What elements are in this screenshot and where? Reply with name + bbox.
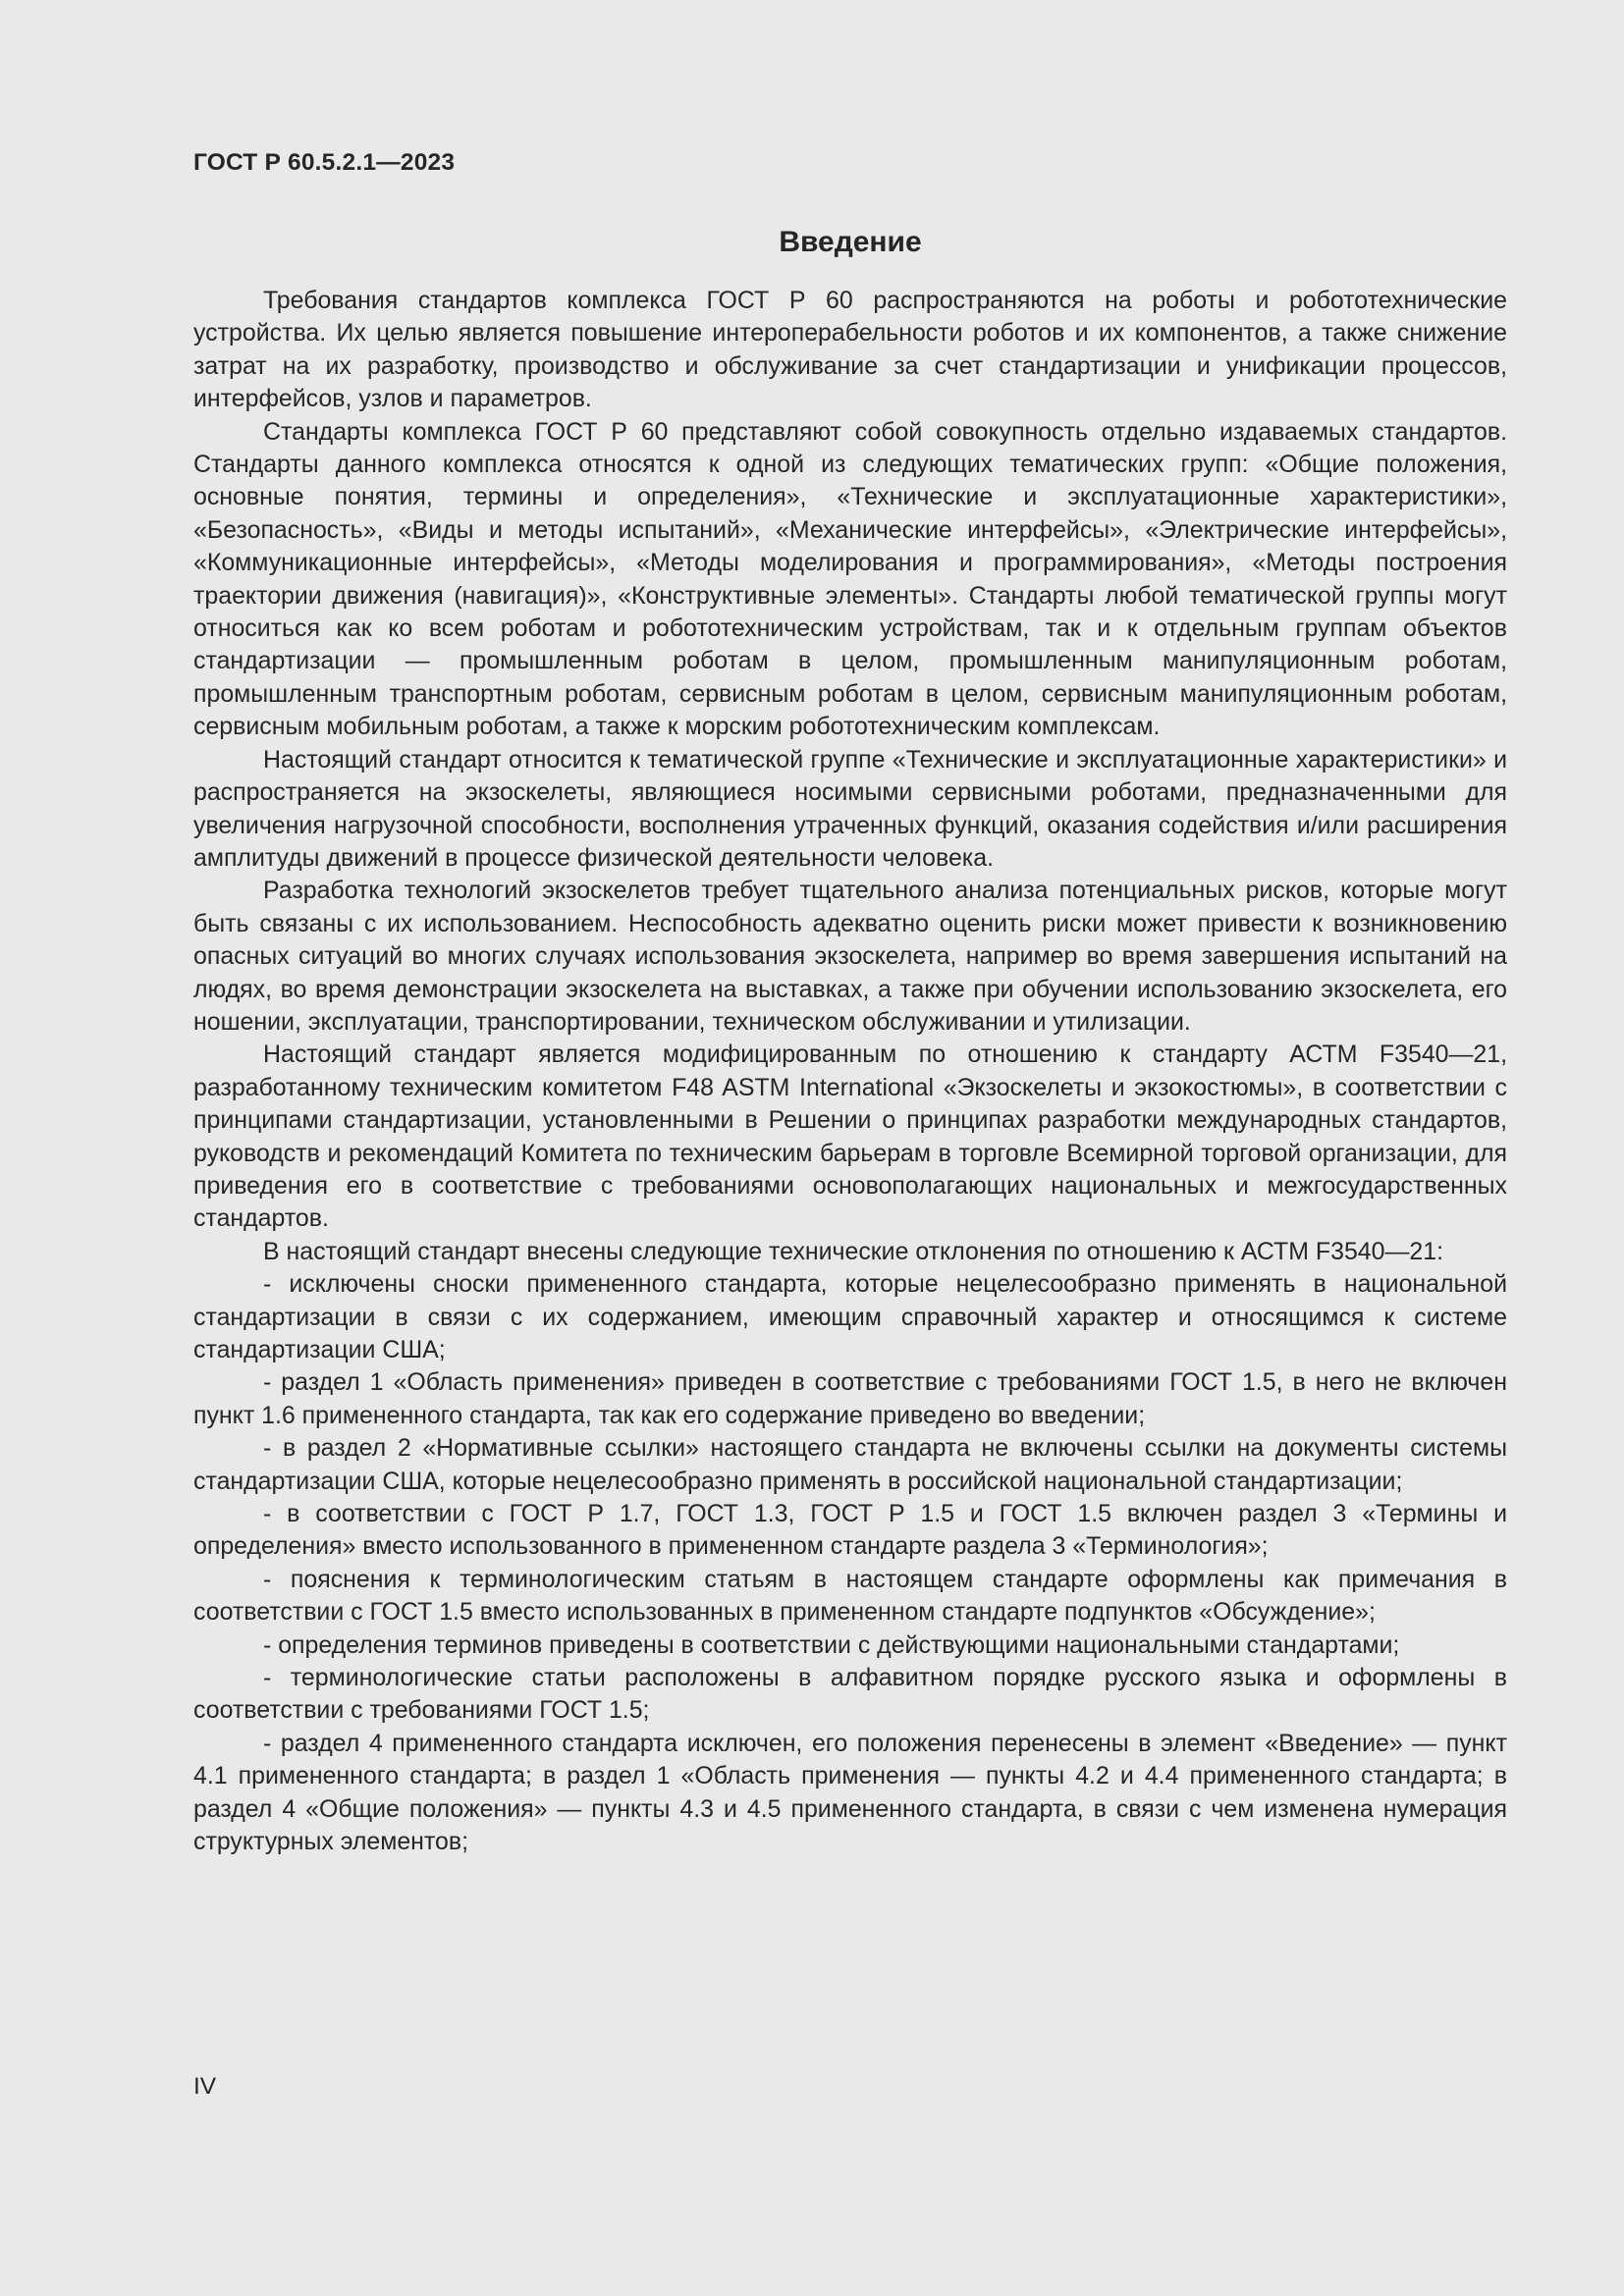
paragraph: В настоящий стандарт внесены следующие технические отклонения по отношению к АСТМ F3540—21: xyxy=(263,1237,1443,1265)
paragraph: Разработка технологий экзоскелетов требует тщательного анализа потенциальных рисков, которые могут быть связаны с их использованием. Неспособность адекватно оценить риски может привести к возникновению опасных ситуаций во многих случаях использования экзоскелета, например во время завершения испытаний на людях, во время демонстрации экзоскелета на выставках, а также при обучении использованию экзоскелета, его ношении, эксплуатации, транспортировании, техническом обслуживании и утилизации. xyxy=(193,877,1507,1036)
section-title: Введение xyxy=(779,226,922,258)
deviation-list-item: - раздел 1 «Область применения» приведен в соответствие с требованиями ГОСТ 1.5, в него не включен пункт 1.6 примененного стандарта, так как его содержание приведено во введении; xyxy=(193,1368,1507,1429)
deviation-list-item: - раздел 4 примененного стандарта исключен, его положения перенесены в элемент «Введение» — пункт 4.1 примененного стандарта; в раздел 1 «Область применения — пункты 4.2 и 4.4 примененного стандарта; в раздел 4 «Общие положения» — пункты 4.3 и 4.5 примененного стандарта, в связи с чем изменена нумерация структурных элементов; xyxy=(193,1729,1507,1856)
deviation-list-item: - пояснения к терминологическим статьям в настоящем стандарте оформлены как примечания в соответствии с ГОСТ 1.5 вместо использованных в примененном стандарте подпунктов «Обсуждение»; xyxy=(193,1565,1507,1627)
deviation-list-item: - в соответствии с ГОСТ Р 1.7, ГОСТ 1.3, ГОСТ Р 1.5 и ГОСТ 1.5 включен раздел 3 «Термины и определения» вместо использованного в примененном стандарте раздела 3 «Терминология»; xyxy=(193,1500,1507,1561)
page-number: IV xyxy=(193,2073,217,2100)
deviation-list-item: - в раздел 2 «Нормативные ссылки» настоящего стандарта не включены ссылки на документы системы стандартизации США, которые нецелесообразно применять в российской национальной стандартизации; xyxy=(193,1434,1507,1495)
paragraph: Настоящий стандарт является модифицированным по отношению к стандарту АСТМ F3540—21, разработанному техническим комитетом F48 ASTM International «Экзоскелеты и экзокостюмы», в соответствии с принципами стандартизации, установленными в Решении о принципах разработки международных стандартов, руководств и рекомендаций Комитета по техническим барьерам в торговле Всемирной торговой организации, для приведения его в соответствие с требованиями основополагающих национальных и межгосударственных стандартов. xyxy=(193,1041,1507,1233)
paragraph: Требования стандартов комплекса ГОСТ Р 60 распространяются на роботы и робототехнические устройства. Их целью является повышение интероперабельности роботов и их компонентов, а также снижение затрат на их разработку, производство и обслуживание за счет стандартизации и унификации процессов, интерфейсов, узлов и параметров. xyxy=(193,287,1507,413)
paragraph: Стандарты комплекса ГОСТ Р 60 представляют собой совокупность отдельно издаваемых стандартов. Стандарты данного комплекса относятся к одной из следующих тематических групп: «Общие положения, основные понятия, термины и определения», «Технические и эксплуатационные характеристики», «Безопасность», «Виды и методы испытаний», «Механические интерфейсы», «Электрические интерфейсы», «Коммуникационные интерфейсы», «Методы моделирования и программирования», «Методы построения траектории движения (навигация)», «Конструктивные элементы». Стандарты любой тематической группы могут относиться как ко всем роботам и робототехническим устройствам, так и к отдельным группам объектов стандартизации — промышленным роботам в целом, промышленным манипуляционным роботам, промышленным транспортным роботам, сервисным роботам в целом, сервисным манипуляционным роботам, сервисным мобильным роботам, а также к морским робототехническим комплексам. xyxy=(193,417,1507,741)
paragraph: Настоящий стандарт относится к тематической группе «Технические и эксплуатационные характеристики» и распространяется на экзоскелеты, являющиеся носимыми сервисными роботами, предназначенными для увеличения нагрузочной способности, восполнения утраченных функций, оказания содействия и/или расширения амплитуды движений в процессе физической деятельности человека. xyxy=(193,745,1507,872)
document-number: ГОСТ Р 60.5.2.1—2023 xyxy=(193,149,456,176)
document-body xyxy=(193,285,1507,1859)
deviation-list-item: - определения терминов приведены в соответствии с действующими национальными стандартами; xyxy=(263,1630,1400,1659)
deviation-list-item: - терминологические статьи расположены в алфавитном порядке русского языка и оформлены в соответствии с требованиями ГОСТ 1.5; xyxy=(193,1664,1507,1725)
deviation-list-item: - исключены сноски примененного стандарта, которые нецелесообразно применять в национальной стандартизации в связи с их содержанием, имеющим справочный характер и относящимся к системе стандартизации США; xyxy=(193,1270,1507,1363)
